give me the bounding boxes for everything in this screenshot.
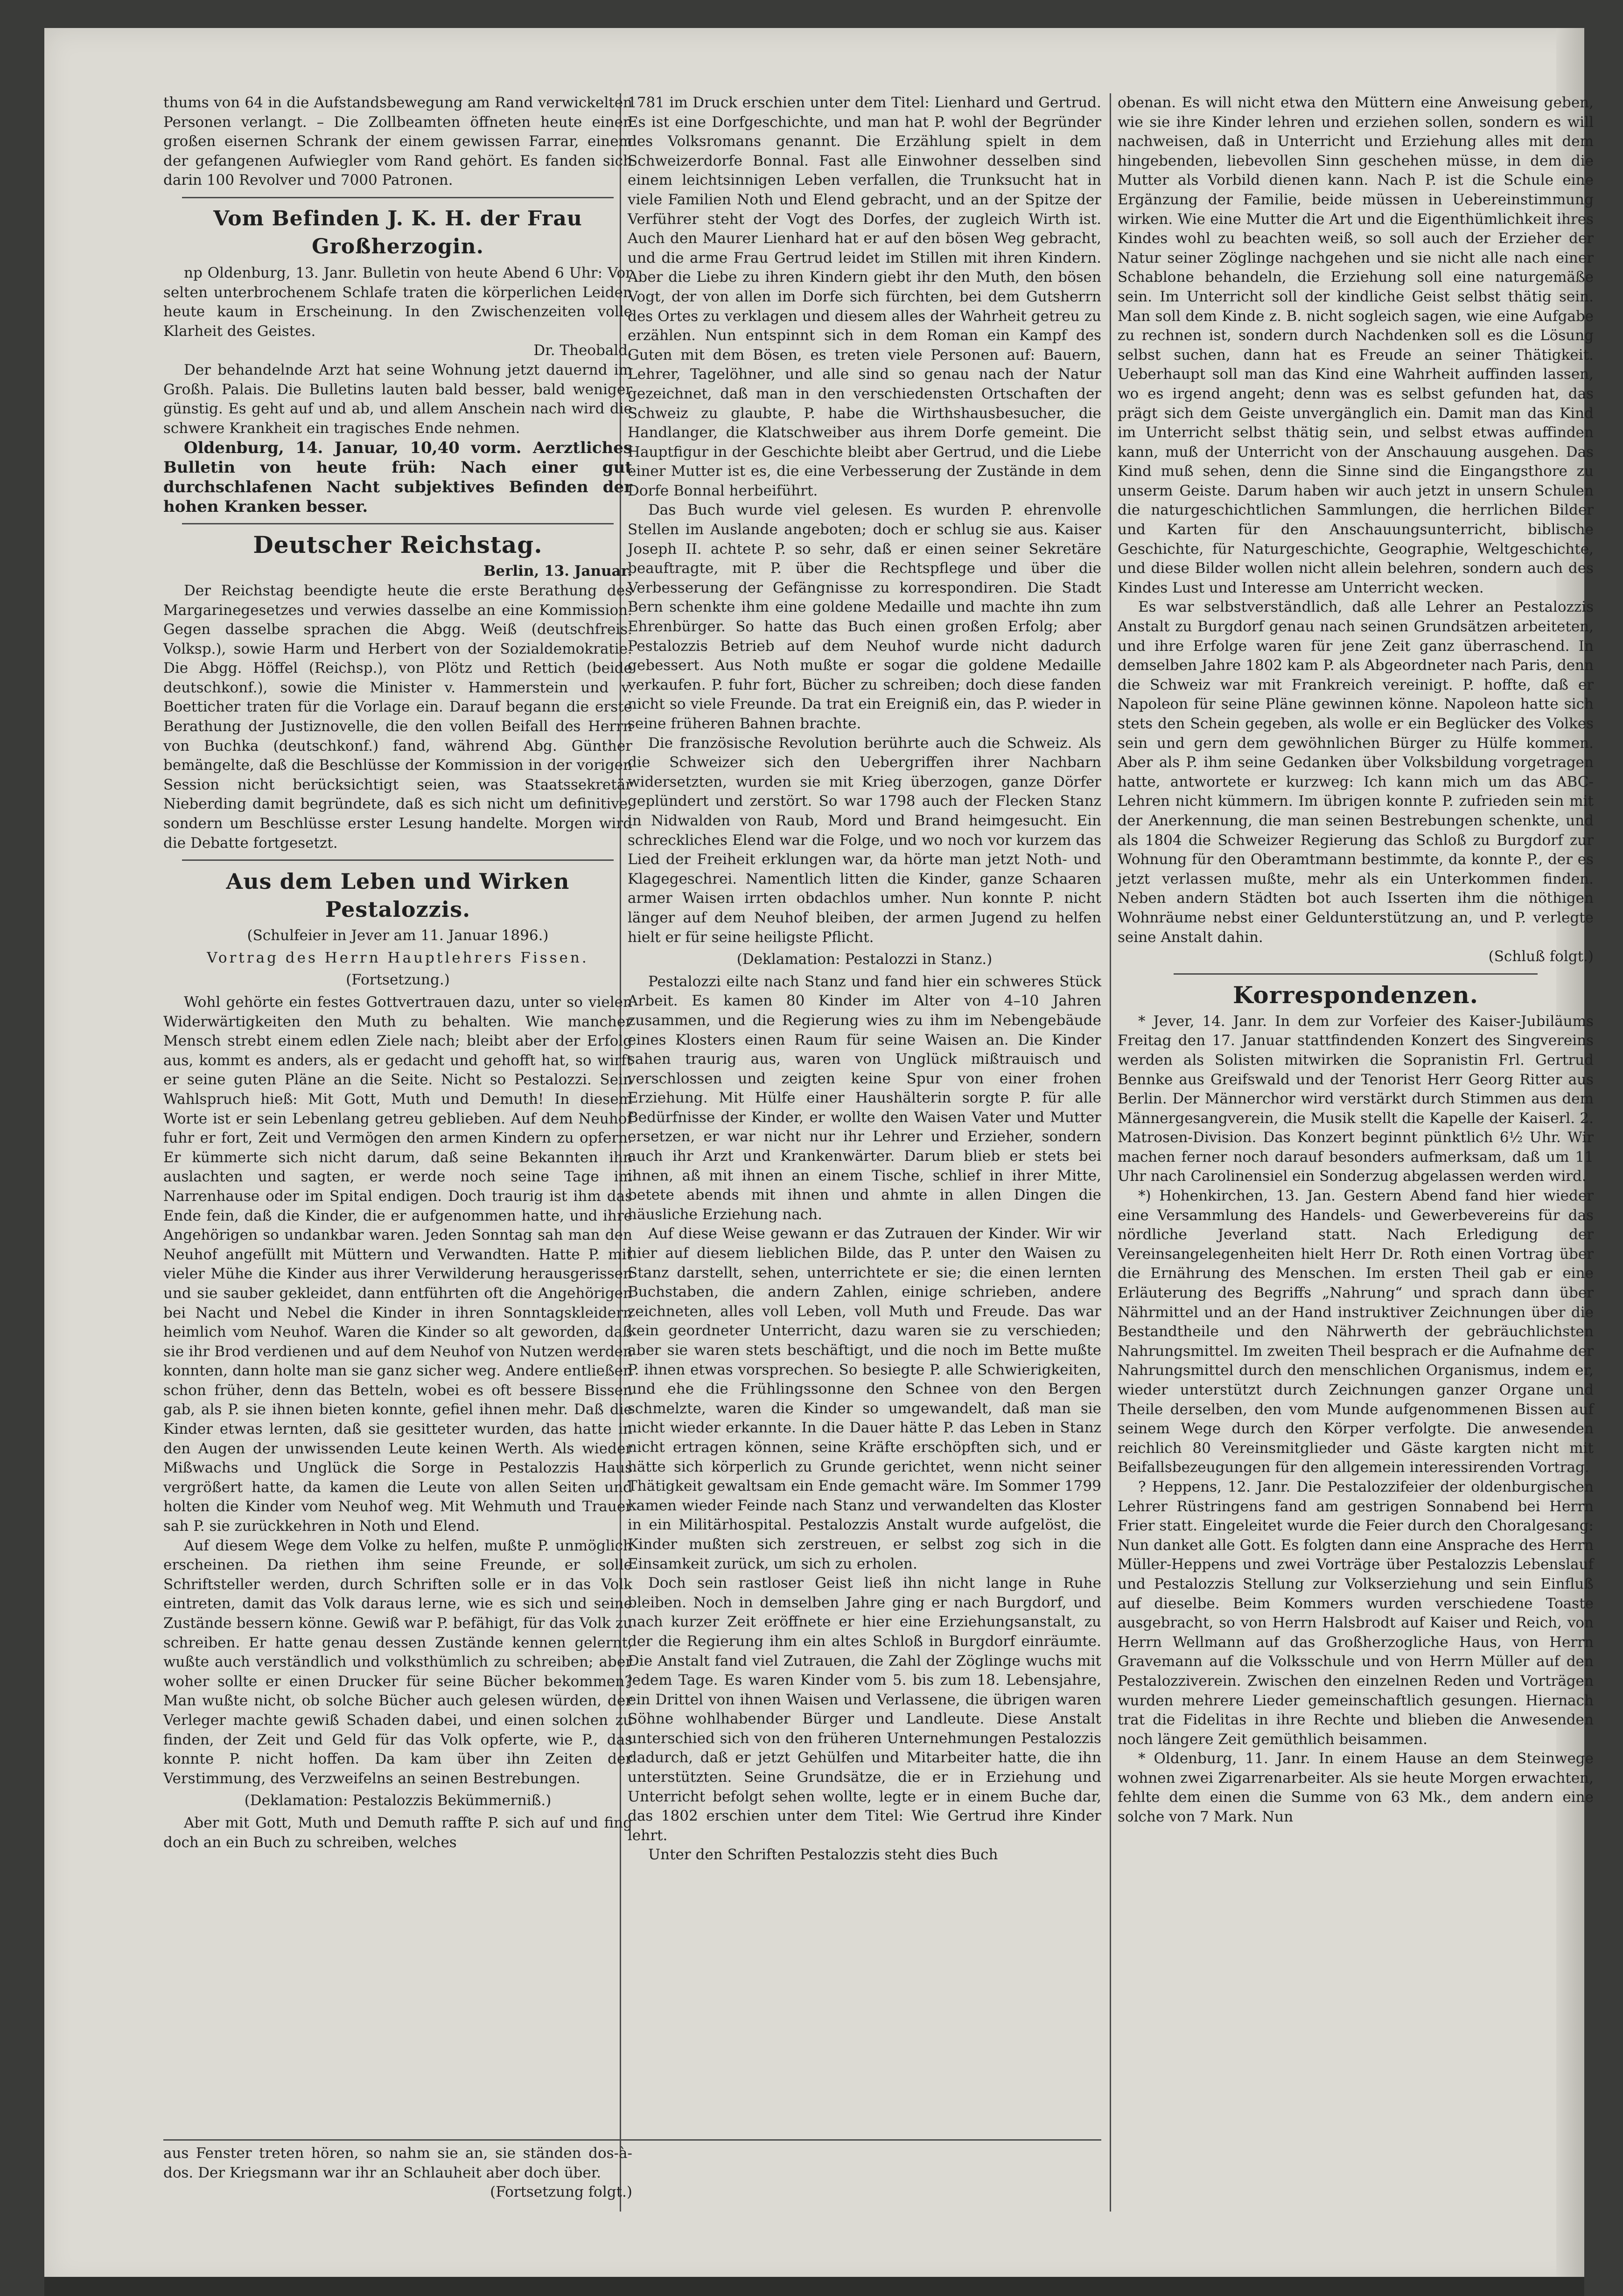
to-be-continued: (Schluß folgt.) — [1488, 948, 1594, 965]
paragraph: obenan. Es will nicht etwa den Müttern eine Anweisung geben, wie sie ihre Kinder lehren und erziehen sollen, sondern es will nachweisen, daß in Unterricht und Erziehung alles mit dem hingebenden, liebevollen Sinn geschehen müsse, in dem die Mutter als Vorbild dienen kann. Nach P. ist die Schule eine Ergänzung der Familie, beide müssen in Uebereinstimmung wirken. Wie eine Mutter die Art und die Eigenthümlichkeit ihres Kindes wohl zu beachten weiß, so soll auch der Erzieher der Natur seiner Zöglinge nachgehen und sie nicht alle nach einer Schablone behandeln, die Erziehung soll eine naturgemäße sein. Im Unterricht soll der kindliche Geist selbst thätig sein. Man soll dem Kinde z. B. nicht sogleich sagen, wie eine Aufgabe zu rechnen ist, sondern durch Nachdenken soll es die Lösung selbst suchen, dann hat es Freude an seiner Thätigkeit. Ueberhaupt soll man das Kind eine Wahrheit auffinden lassen, wo es irgend angeht; denn was es selbst gefunden hat, das prägt sich dem Geiste unvergänglich ein. Damit man das Kind im Unterricht selbst thätig sein, und selbst etwas auffinden kann, muß der Unterricht von der Anschauung ausgehen. Das Kind muß sehen, denn die Sinne sind die Eingangsthore zu unserm Geiste. Darum haben wir auch jetzt in unsern Schulen die naturgeschichtlichen Sammlungen, die herrlichen Bilder und Karten für den Anschauungsunterricht, biblische Geschichte, für Naturgeschichte, Geographie, Weltgeschichte, und diese Bilder wollen nicht allein belehren, sondern auch des Kindes Lust und Interesse am Unterricht wecken. — [1118, 94, 1594, 596]
subheading: Vortrag des Herrn Hauptlehrers Fissen. — [207, 949, 589, 966]
subheading: (Schulfeier in Jever am 11. Januar 1896.) — [247, 927, 549, 944]
column-rule — [1110, 93, 1111, 2212]
to-be-continued: (Fortsetzung folgt.) — [490, 2184, 632, 2201]
bulletin: Oldenburg, 14. Januar, 10,40 vorm. Aerztliches Bulletin von heute früh: Nach einer gut durchschlafenen Nacht subjektives Befinden der hohen Kranken besser. — [163, 439, 632, 516]
declamation-note: (Deklamation: Pestalozzi in Stanz.) — [736, 951, 993, 968]
feuilleton-text — [163, 2144, 632, 2202]
news-item: * Jever, 14. Janr. In dem zur Vorfeier des Kaiser-Jubiläums Freitag den 17. Januar stattfindenden Konzert des Singvereins werden als Solisten mitwirken die Sopranistin Frl. Gertrud Bennke aus Greifswald und der Tenorist Herr Georg Ritter aus Berlin. Der Männerchor wird verstärkt durch Stimmen aus dem Männergesangverein, die Musik stellt die Kapelle der Kaiserl. 2. Matrosen-Division. Das Konzert beginnt pünktlich 6½ Uhr. Wir machen ferner noch darauf besonders aufmerksam, daß um 11 Uhr nach Carolinensiel ein Sonderzug abgelassen werden wird. — [1118, 1012, 1594, 1185]
headline-befinden: Vom Befinden J. K. H. der Frau Großherzogin. — [213, 206, 582, 258]
paragraph: np Oldenburg, 13. Janr. Bulletin von heute Abend 6 Uhr: Vor selten unterbrochenem Schlafe traten die körperlichen Leiden heute kaum in Erscheinung. In den Zwischenzeiten volle Klarheit des Geistes. — [163, 264, 632, 340]
divider — [182, 197, 614, 198]
signature: Dr. Theobald. — [533, 342, 632, 359]
article-continuation: thums von 64 in die Aufstandsbewegung am Rand verwickelten Personen verlangt. – Die Zollbeamten öffneten heute einen großen eisernen Schrank der einem gewissen Farrar, einem der gefangenen Aufwiegler vom Rand gehört. Es fanden sich darin 100 Revolver und 7000 Patronen. — [163, 94, 632, 189]
paragraph: Unter den Schriften Pestalozzis steht dies Buch — [648, 1846, 998, 1863]
declamation-note: (Deklamation: Pestalozzis Bekümmerniß.) — [244, 1792, 552, 1809]
news-item: * Oldenburg, 11. Janr. In einem Hause an dem Steinwege wohnen zwei Zigarrenarbeiter. Als sie heute Morgen erwachten, fehlte dem einen die Summe von 63 Mk., dem andern eine solche von 7 Mark. Nun — [1118, 1750, 1594, 1826]
headline-pestalozzi: Aus dem Leben und Wirken Pestalozzis. — [226, 869, 570, 922]
divider — [1174, 973, 1538, 975]
dateline: Berlin, 13. Januar. — [483, 563, 632, 580]
paragraph: Es war selbstverständlich, daß alle Lehrer an Pestalozzis Anstalt zu Burgdorf genau nach seinen Grundsätzen arbeiteten, und ihre Erfolge waren für jene Zeit ganz überraschend. In demselben Jahre 1802 kam P. als Abgeordneter nach Paris, denn die Schweiz war mit Frankreich vereinigt. P. hoffte, daß er Napoleon für seine Pläne gewinnen könne. Napoleon hatte sich stets den Schein gegeben, als wolle er ein Beglücker des Volkes sein und gern dem gewöhnlichen Bürger zu Hülfe kommen. Aber als P. ihm seine Gedanken über Volksbildung vorgetragen hatte, antwortete er kurzweg: Ich kann mich um das ABC-Lehren nicht kümmern. Im übrigen konnte P. zufrieden sein mit der Anerkennung, die man seinen Bestrebungen schenkte, und als 1804 die Schweizer Regierung das Schloß zu Burgdorf zur Wohnung für den Oberamtmann bestimmte, da konnte P., der es jetzt verlassen mußte, mehr als ein Unterkommen finden. Neben andern Städten bot auch Isserten ihm die nöthigen Wohnräume nebst einer Geldunterstützung an, und P. verlegte seine Anstalt dahin. — [1118, 599, 1594, 946]
column-1 — [163, 93, 632, 1852]
headline-korrespondenzen: Korrespondenzen. — [1232, 981, 1479, 1009]
paragraph: Auf diesem Wege dem Volke zu helfen, mußte P. unmöglich erscheinen. Da riethen ihm seine Freunde, er solle Schriftsteller werden, durch Schriften solle er in das Volk eintreten, damit das Volk daraus lerne, wie es sich und seine Zustände bessern könne. Gewiß war P. befähigt, für das Volk zu schreiben. Er hatte genau dessen Zustände kennen gelernt, wußte auch verständlich und volksthümlich zu schreiben; aber woher sollte er einen Drucker für seine Bücher bekommen? Man wußte nicht, ob solche Bücher auch gelesen würden, der Verleger machte gewiß Schaden dabei, und einen solchen zu finden, der Zeit und Geld für das Volk opferte, wie P., das konnte P. nicht hoffen. Da kam über ihn Zeiten der Verstimmung, des Verzweifelns an seinen Bestrebungen. — [163, 1537, 632, 1787]
column-2 — [628, 93, 1101, 1865]
divider — [182, 859, 614, 861]
paragraph: Der behandelnde Arzt hat seine Wohnung jetzt dauernd im Großh. Palais. Die Bulletins lauten bald besser, bald weniger günstig. Es geht auf und ab, und allem Anschein nach wird die schwere Krankheit ein tragisches Ende nehmen. — [163, 361, 632, 437]
paragraph: Das Buch wurde viel gelesen. Es wurden P. ehrenvolle Stellen im Auslande angeboten; doch er schlug sie aus. Kaiser Joseph II. achtete P. so sehr, daß er einen seiner Sekretäre beauftragte, mit P. über die Rechtspflege und über die Verbesserung der Gefängnisse zu korrespondiren. Die Stadt Bern schenkte ihm eine goldene Medaille und machte ihn zum Ehrenbürger. So hatte das Buch einen großen Erfolg; aber Pestalozzis Betrieb auf dem Neuhof wurde nicht dadurch gebessert. Aus Noth mußte er sogar die goldene Medaille verkaufen. P. fuhr fort, Bücher zu schreiben; doch diese fanden nicht so viele Freunde. Da trat ein Ereigniß ein, das P. wieder in seine früheren Bahnen brachte. — [628, 502, 1101, 732]
paragraph: Doch sein rastloser Geist ließ ihn nicht lange in Ruhe bleiben. Noch in demselben Jahre ging er nach Burgdorf, und nach kurzer Zeit eröffnete er hier eine Erziehungsanstalt, zu der die Regierung ihm ein altes Schloß in Burgdorf einräumte. Die Anstalt fand viel Zutrauen, die Zahl der Zöglinge wuchs mit jedem Tage. Es waren Kinder vom 5. bis zum 18. Lebensjahre, ein Drittel von ihnen Waisen und Verlassene, die übrigen waren Söhne wohlhabender Bürger und Landleute. Diese Anstalt unterschied sich von den früheren Unternehmungen Pestalozzis dadurch, daß er jetzt Gehülfen und Mitarbeiter hatte, die ihn unterstützten. Seine Grundsätze, die er in Erziehung und Unterricht befolgt sehen wollte, legte er in einem Buche dar, das 1802 erschien unter dem Titel: Wie Gertrud ihre Kinder lehrt. — [628, 1575, 1101, 1844]
headline-reichstag: Deutscher Reichstag. — [253, 531, 543, 559]
paragraph: Auf diese Weise gewann er das Zutrauen der Kinder. Wir wir hier auf diesem lieblichen Bilde, das P. unter den Waisen zu Stanz darstellt, sehen, unterrichtete er sie; die einen lernten Buchstaben, die andern Zahlen, einige schrieben, andere zeichneten, alles voll Leben, voll Muth und Freude. Das war kein geordneter Unterricht, dazu waren sie zu verschieden; aber sie waren stets beschäftigt, und die noch im Bette mußte P. ihnen etwas vorsprechen. So besiegte P. alle Schwierigkeiten, und ehe die Frühlingssonne den Schnee von den Bergen schmelzte, waren die Kinder so umgewandelt, daß man sie nicht wieder erkannte. In die Dauer hätte P. das Leben in Stanz nicht ertragen können, seine Kräfte erschöpften sich, und er hätte sich körperlich zu Grunde gerichtet, wenn nicht seiner Thätigkeit gewaltsam ein Ende gemacht wäre. Im Sommer 1799 kamen wieder Feinde nach Stanz und verwandelten das Kloster in ein Militärhospital. Pestalozzis Anstalt wurde aufgelöst, die Kinder mußten sich zerstreuen, er selbst zog sich in die Einsamkeit zurück, um sich zu erholen. — [628, 1225, 1101, 1572]
subheading: (Fortsetzung.) — [346, 971, 450, 989]
paragraph: Der Reichstag beendigte heute die erste Berathung des Margarinegesetzes und verwies dasselbe an eine Kommission. Gegen dasselbe sprachen die Abgg. Weiß (deutschfreis. Volksp.), sowie Harm und Herbert von der Sozialdemokratie. Die Abgg. Höffel (Reichsp.), von Plötz und Rettich (beide deutschkonf.), sowie die Minister v. Hammerstein und v. Boetticher traten für die Vorlage ein. Darauf begann die erste Berathung der Justiznovelle, die den vollen Beifall des Herrn von Buchka (deutschkonf.) fand, während Abg. Günther bemängelte, daß die Beschlüsse der Kommission in der vorigen Session nicht berücksichtigt seien, was Staatssekretär Nieberding damit begründete, daß es sich nicht um definitive, sondern um Beschlüsse erster Lesung handelte. Morgen wird die Debatte fortgesetzt. — [163, 582, 632, 851]
news-item: ? Heppens, 12. Janr. Die Pestalozzifeier der oldenburgischen Lehrer Rüstringens fand am gestrigen Sonnabend bei Herrn Frier statt. Eingeleitet wurde die Feier durch den Choralgesang: Nun danket alle Gott. Es folgten dann eine Ansprache des Herrn Müller-Heppens und zwei Vorträge über Pestalozzis Lebenslauf und Pestalozzis Stellung zur Volkserziehung und sein Einfluß auf dieselbe. Beim Kommers wurden verschiedene Toaste ausgebracht, so von Herrn Halsbrodt auf Kaiser und Reich, von Herrn Wellmann auf das Großherzogliche Haus, von Herrn Gravemann auf die Volksschule und von Herrn Müller auf den Pestalozziverein. Zwischen den einzelnen Reden und Vorträgen wurden mehrere Lieder gemeinschaftlich gesungen. Hiernach trat die Fidelitas in ihre Rechte und blieben die Anwesenden noch längere Zeit gemüthlich beisammen. — [1118, 1478, 1594, 1748]
paragraph: 1781 im Druck erschien unter dem Titel: Lienhard und Gertrud. Es ist eine Dorfgeschichte, und man hat P. wohl der Begründer des Volksromans genannt. Die Erzählung spielt in dem Schweizerdorfe Bonnal. Fast alle Einwohner desselben sind einem leichtsinnigen Leben verfallen, die Trunksucht hat in viele Familien Noth und Elend gebracht, und an der Spitze der Verführer steht der Vogt des Dorfes, der zugleich Wirth ist. Auch den Maurer Lienhard hat er auf den bösen Weg gebracht, und die arme Frau Gertrud leidet im Stillen mit ihren Kindern. Aber die Liebe zu ihren Kindern giebt ihr den Muth, den bösen Vogt, der von allen im Dorfe sich fürchten, bei dem Gutsherrn des Ortes zu verklagen und diesem alles der Wahrheit getreu zu erzählen. Nun entspinnt sich in dem Roman ein Kampf des Guten mit dem Bösen, es treten viele Personen auf: Bauern, Lehrer, Tagelöhner, und alle sind so genau nach der Natur gezeichnet, daß man in den verschiedensten Ortschaften der Schweiz zu glaubte, P. habe die Wirthshausbesucher, die Handlanger, die Klatschweiber aus ihrem Dorfe gemeint. Die Hauptfigur in der Geschichte bleibt aber Gertrud, und die Liebe einer Mutter ist es, die eine Verbesserung der Zustände in dem Dorfe Bonnal herbeiführt. — [628, 94, 1101, 499]
divider — [182, 523, 614, 524]
paragraph: Die französische Revolution berührte auch die Schweiz. Als die Schweizer sich den Uebergriffen ihrer Nachbarn widersetzten, wurden sie mit Krieg überzogen, ganze Dörfer geplündert und zerstört. So war 1798 auch der Flecken Stanz in Nidwalden von Raub, Mord und Brand heimgesucht. Ein schreckliches Elend war die Folge, und wo noch vor kurzem das Lied der Freiheit erklungen war, da hörte man jetzt Noth- und Klagegeschrei. Namentlich litten die Kinder, ganze Schaaren armer Waisen irrten obdachlos umher. Nun konnte P. nicht länger auf dem Neuhof bleiben, der armen Jugend zu helfen hielt er für seine heiligste Pflicht. — [628, 734, 1101, 946]
paragraph: Aber mit Gott, Muth und Demuth raffte P. sich auf und fing doch an ein Buch zu schreiben, welches — [163, 1814, 632, 1851]
paragraph: Pestalozzi eilte nach Stanz und fand hier ein schweres Stück Arbeit. Es kamen 80 Kinder im Alter von 4–10 Jahren zusammen, und die Regierung wies zu ihm im Nebengebäude eines Klosters einen Raum für seine Waisen an. Die Kinder sahen traurig aus, waren von Unglück mißtrauisch und verschlossen und zeigten keine Spur von einer frohen Erziehung. Mit Hülfe einer Haushälterin sorgte P. für alle Bedürfnisse der Kinder, er wollte den Waisen Vater und Mutter ersetzen, er war nicht nur ihr Lehrer und Erzieher, sondern auch ihr Arzt und Krankenwärter. Darum blieb er stets bei ihnen, aß mit ihnen an einem Tische, schlief in ihrer Mitte, betete abends mit ihnen und ahmte in allen Dingen die häusliche Erziehung nach. — [628, 973, 1101, 1223]
feuilleton-rule — [163, 2139, 1101, 2141]
column-3 — [1118, 93, 1594, 1827]
news-item: *) Hohenkirchen, 13. Jan. Gestern Abend fand hier wieder eine Versammlung des Handels- und Gewerbevereins für das nördliche Jeverland statt. Nach Erledigung der Vereinsangelegenheiten hielt Herr Dr. Roth einen Vortrag über die Ernährung des Menschen. Im ersten Theil gab er eine Erläuterung des Begriffs „Nahrung“ und sprach dann über Nährmittel und an der Hand instruktiver Zeichnungen über die Bestandtheile und den Nährwerth der gebräuchlichsten Nahrungsmittel. Im zweiten Theil besprach er die Aufnahme der Nahrungsmittel durch den menschlichen Organismus, indem er, wieder unterstützt durch Zeichnungen ganzer Organe und Theile derselben, den vom Munde aufgenommenen Bissen auf seinem Wege durch den Körper verfolgte. Die anwesenden reichlich 80 Vereinsmitglieder und Gäste kargten nicht mit Beifallsbezeugungen für den allgemein interessirenden Vortrag. — [1118, 1187, 1594, 1476]
paragraph: Wohl gehörte ein festes Gottvertrauen dazu, unter so vielen Widerwärtigkeiten den Muth zu behalten. Wie mancher Mensch strebt einem edlen Ziele nach; bleibt aber der Erfolg aus, kommt es anders, als er gedacht und gehofft hat, so wirft er seine guten Pläne an die Seite. Nicht so Pestalozzi. Sein Wahlspruch hieß: Mit Gott, Muth und Demuth! In diesem Worte ist er sein Lebenlang getreu geblieben. Auf dem Neuhof fuhr er fort, Zeit und Vermögen den armen Kindern zu opfern. Er kümmerte sich nicht darum, daß seine Bekannten ihn auslachten und sagten, er werde noch seine Tage im Narrenhause oder im Spital endigen. Doch traurig ist ihm das Ende fein, daß die Kinder, die er aufgenommen hatte, und ihre Angehörigen so undankbar waren. Jeden Sonntag sah man den Neuhof angefüllt mit Müttern und Verwandten. Hatte P. mit vieler Mühe die Kinder aus ihrer Verwilderung herausgerissen und sie sauber gekleidet, dann entführten oft die Angehörigen bei Nacht und Nebel die Kinder in ihren Sonntagskleidern heimlich vom Neuhof. Waren die Kinder so alt geworden, daß sie ihr Brod verdienen und auf dem Neuhof von Nutzen werden konnten, dann holte man sie ganz sicher weg. Andere entließen schon früher, denn das Betteln, wobei es oft bessere Bissen gab, als P. sie ihnen bieten konnte, gefiel ihnen mehr. Daß die Kinder etwas lernten, daß sie gesitteter wurden, das hatte in den Augen der unwissenden Leute keinen Werth. Als wieder Mißwachs und Unglück die Sorge in Pestalozzis Haus vergrößert hatte, da kamen die Leute von allen Seiten und holten die Kinder vom Neuhof weg. Mit Wehmuth und Trauer sah P. sie zurückkehren in Noth und Elend. — [163, 994, 632, 1535]
feuilleton-continuation: aus Fenster treten hören, so nahm sie an, sie ständen dos-à-dos. Der Kriegsmann war ihr an Schlauheit aber doch über. — [163, 2145, 632, 2181]
scan-background — [44, 2277, 1584, 2296]
